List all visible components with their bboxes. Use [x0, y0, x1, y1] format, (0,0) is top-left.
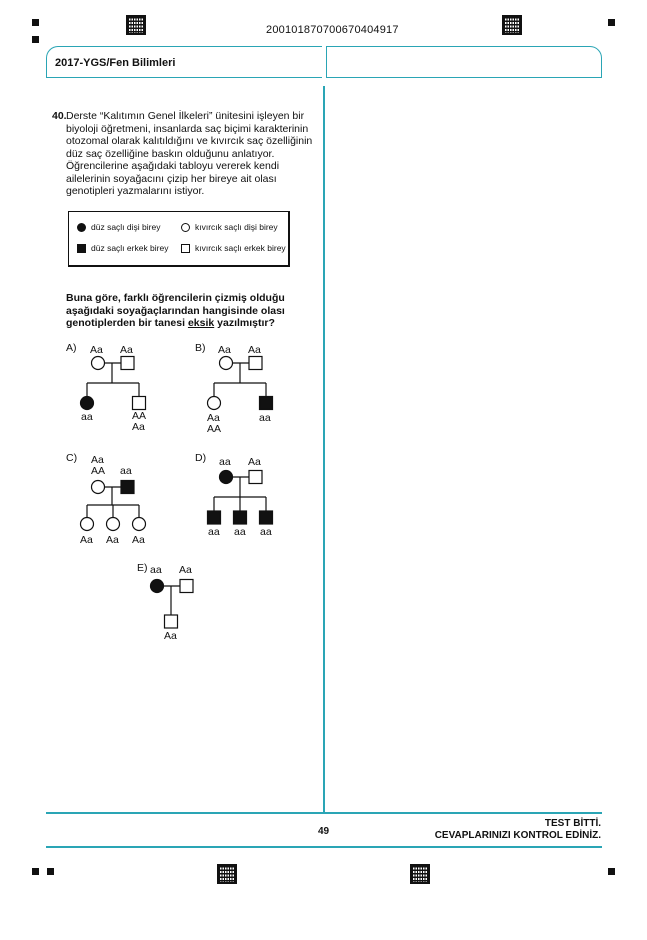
prompt-text-end: yazılmıştır? — [214, 317, 275, 329]
question-text: Derste “Kalıtımın Genel İlkeleri” ünitesini işleyen bir biyoloji öğretmeni, insanlarda saç biçimi karakterinin otozomal olarak kalıtıldığını ve kıvırcık saç özelliğinin düz saç özelliğine baskın olduğunu anlatıyor. Öğrencilerine aşağıdaki tabloyu vererek kendi ailelerinin soyağacını çizip her bireye ait olası genotipleri yazmalarını istiyor. — [66, 110, 313, 197]
page-title: 2017-YGS/Fen Bilimleri — [55, 57, 176, 69]
genotype-label: AA — [207, 423, 222, 435]
genotype-label: Aa — [248, 344, 261, 356]
mother-symbol — [92, 357, 105, 370]
test-end-line2: CEVAPLARINIZI KONTROL EDİNİZ. — [434, 830, 601, 841]
genotype-label: aa — [219, 456, 231, 468]
legend-label: düz saçlı dişi birey — [91, 222, 161, 232]
genotype-label: Aa — [80, 534, 93, 546]
footer-top-line — [46, 812, 602, 814]
option-e-label[interactable]: E) — [137, 562, 148, 574]
option-a-label[interactable]: A) — [66, 342, 77, 354]
genotype-label: Aa — [90, 344, 103, 356]
child-symbol — [81, 397, 94, 410]
genotype-label: Aa — [248, 456, 261, 468]
prompt-text: Buna göre, farklı öğrencilerin çizmiş olduğu aşağıdaki soyağaçlarından hangisinde olası genotiplerden bir tanesi — [66, 292, 285, 329]
legend-label: düz saçlı erkek birey — [91, 243, 169, 253]
genotype-label: Aa — [164, 630, 177, 642]
genotype-label: aa — [81, 411, 93, 423]
page-number: 49 — [318, 826, 330, 837]
genotype-label: Aa — [106, 534, 119, 546]
prompt-emphasis: eksik — [187, 317, 215, 329]
legend-label: kıvırcık saçlı dişi birey — [195, 222, 278, 232]
genotype-label: Aa — [207, 412, 220, 424]
option-d-label[interactable]: D) — [195, 452, 207, 464]
pedigree-b — [208, 357, 273, 410]
question-number: 40. — [52, 110, 67, 122]
child-symbol — [133, 397, 146, 410]
genotype-label: Aa — [179, 564, 192, 576]
barcode-number: 20010187070067040491​7 — [266, 24, 399, 36]
genotype-label: aa — [120, 465, 132, 477]
footer-bottom-line — [46, 846, 602, 848]
genotype-label: Aa — [132, 421, 145, 433]
genotype-label: AA — [91, 465, 106, 477]
genotype-label: aa — [234, 526, 246, 538]
genotype-label: aa — [150, 564, 162, 576]
genotype-label: aa — [260, 526, 272, 538]
genotype-label: Aa — [120, 344, 133, 356]
pedigree-d — [208, 471, 273, 525]
test-end-line1: TEST BİTTİ. — [544, 818, 601, 829]
option-b-label[interactable]: B) — [195, 342, 206, 354]
genotype-label: Aa — [91, 454, 104, 466]
option-c-label[interactable]: C) — [66, 452, 78, 464]
pedigree-e — [151, 580, 194, 629]
pedigree-c — [81, 481, 146, 531]
genotype-label: aa — [259, 412, 271, 424]
test-end-notice — [435, 818, 601, 842]
genotype-label: AA — [132, 410, 147, 422]
pedigree-a — [81, 357, 146, 410]
genotype-label: aa — [208, 526, 220, 538]
genotype-label: Aa — [132, 534, 145, 546]
legend-label: kıvırcık saçlı erkek birey — [195, 243, 286, 253]
father-symbol — [121, 357, 134, 370]
genotype-label: Aa — [218, 344, 231, 356]
